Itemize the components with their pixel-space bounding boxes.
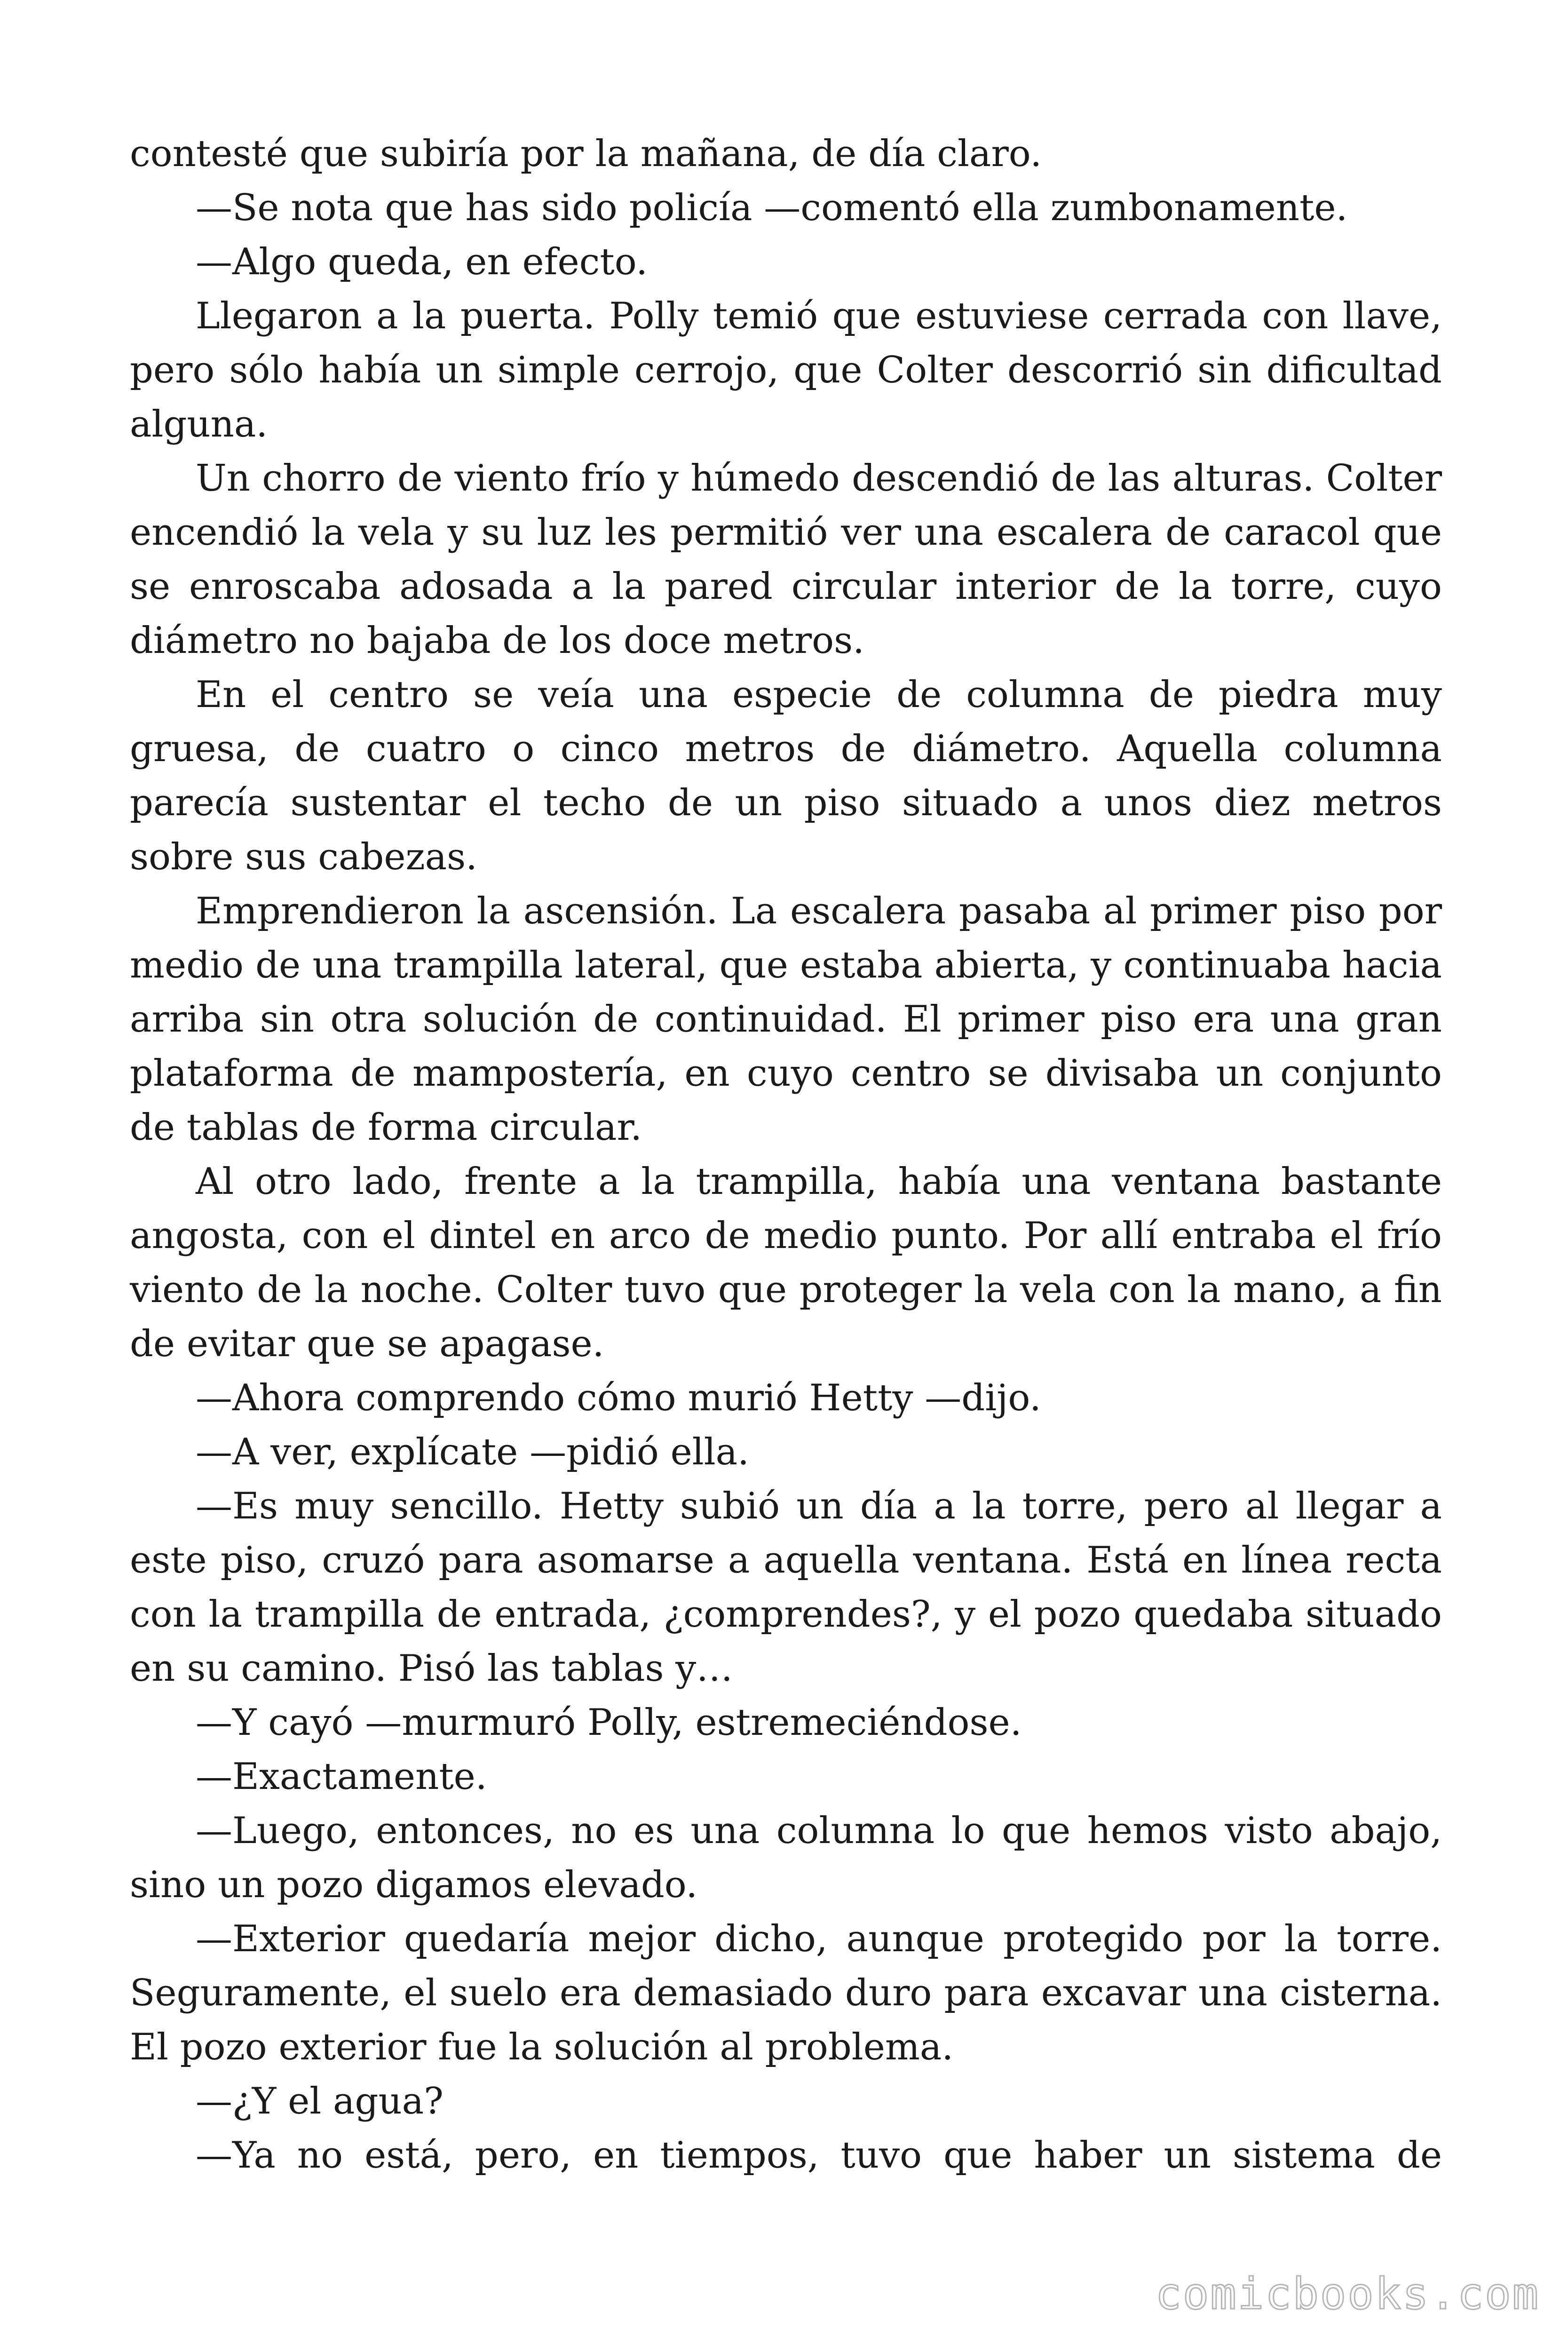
paragraph: —A ver, explícate —pidió ella. <box>196 1431 749 1473</box>
paragraph-last: —Ya no está, pero, en tiempos, tuvo que haber un sistema de <box>196 2134 1442 2177</box>
paragraph: —Exactamente. <box>196 1756 487 1798</box>
paragraph: —Luego, entonces, no es una columna lo que hemos visto abajo, sino un pozo digamos elevado. <box>130 1810 1442 1906</box>
paragraph: —Se nota que has sido policía —comentó ella zumbonamente. <box>196 187 1348 229</box>
watermark: comicbooks.com <box>1155 2269 1540 2319</box>
paragraph: —Y cayó —murmuró Polly, estremeciéndose. <box>196 1701 1022 1744</box>
body-text <box>130 127 1442 2183</box>
paragraph: En el centro se veía una especie de columna de piedra muy gruesa, de cuatro o cinco metros de diámetro. Aquella columna parecía sustentar el techo de un piso situado a unos diez metros sobre sus cabezas. <box>130 674 1442 878</box>
paragraph: —Es muy sencillo. Hetty subió un día a la torre, pero al llegar a este piso, cruzó para asomarse a aquella ventana. Está en línea recta con la trampilla de entrada, ¿comprendes?, y el pozo quedaba situado en su camino. Pisó las tablas y… <box>130 1485 1442 1690</box>
paragraph: Llegaron a la puerta. Polly temió que estuviese cerrada con llave, pero sólo había un simple cerrojo, que Colter descorrió sin dificultad alguna. <box>130 295 1442 445</box>
paragraph: —Exterior quedaría mejor dicho, aunque protegido por la torre. Seguramente, el suelo era demasiado duro para excavar una cisterna. El pozo exterior fue la solución al problema. <box>130 1918 1442 2068</box>
paragraph: —Algo queda, en efecto. <box>196 241 648 283</box>
paragraph: Al otro lado, frente a la trampilla, había una ventana bastante angosta, con el dintel en arco de medio punto. Por allí entraba el frío viento de la noche. Colter tuvo que proteger la vela con la mano, a fin de evitar que se apagase. <box>130 1160 1442 1365</box>
paragraph: —Ahora comprendo cómo murió Hetty —dijo. <box>196 1377 1041 1419</box>
paragraph-continuation: contesté que subiría por la mañana, de día claro. <box>130 133 1042 175</box>
paragraph: Un chorro de viento frío y húmedo descendió de las alturas. Colter encendió la vela y su luz les permitió ver una escalera de caracol que se enroscaba adosada a la pared circular interior de la torre, cuyo diámetro no bajaba de los doce metros. <box>130 457 1442 662</box>
paragraph: Emprendieron la ascensión. La escalera pasaba al primer piso por medio de una trampilla lateral, que estaba abierta, y continuaba hacia arriba sin otra solución de continuidad. El primer piso era una gran plataforma de mampostería, en cuyo centro se divisaba un conjunto de tablas de forma circular. <box>130 890 1442 1149</box>
paragraph: —¿Y el agua? <box>196 2080 443 2122</box>
